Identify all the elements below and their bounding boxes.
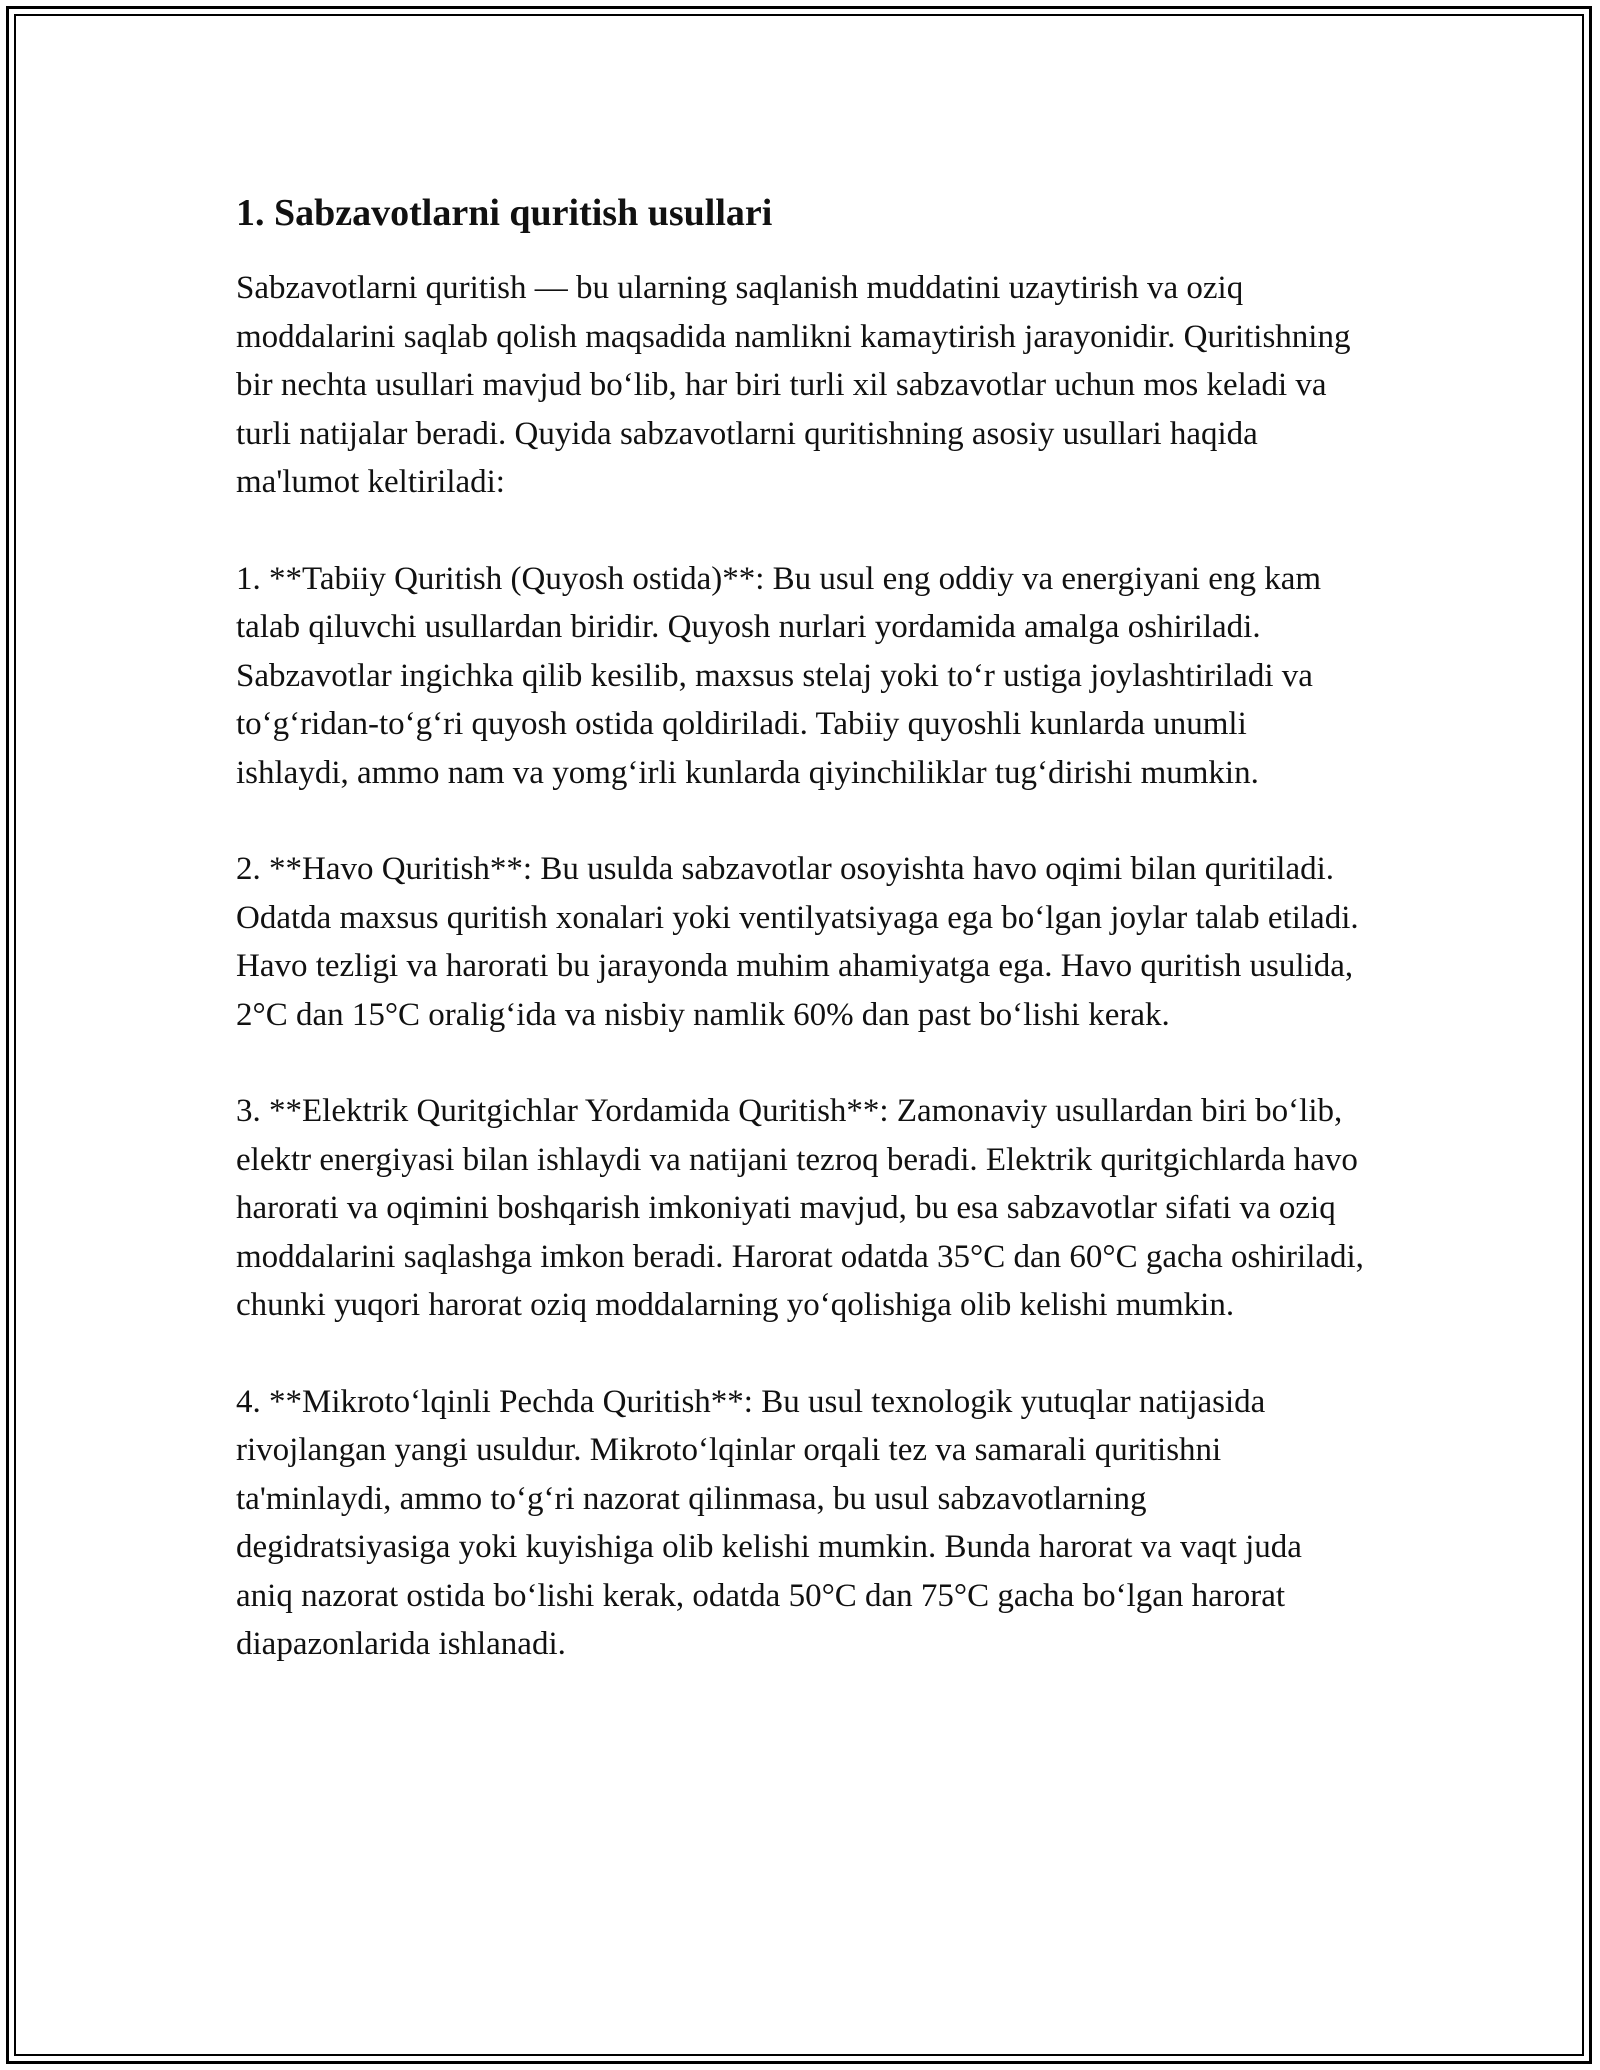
document-body (236, 188, 1366, 1717)
method-2-paragraph: 2. **Havo Quritish**: Bu usulda sabzavotlar osoyishta havo oqimi bilan quritiladi. Odatda maxsus quritish xonalari yoki ventilyatsiyaga ega bo‘lgan joylar talab etiladi. Havo tezligi va harorati bu jarayonda muhim ahamiyatga ega. Havo quritish usulida, 2°C dan 15°C oralig‘ida va nisbiy namlik 60% dan past bo‘lishi kerak. (236, 851, 1359, 1033)
method-4-paragraph: 4. **Mikroto‘lqinli Pechda Quritish**: Bu usul texnologik yutuqlar natijasida rivojlangan yangi usuldur. Mikroto‘lqinlar orqali tez va samarali quritishni ta'minlaydi, ammo to‘g‘ri nazorat qilinmasa, bu usul sabzavotlarning degidratsiyasiga yoki kuyishiga olib kelishi mumkin. Bunda harorat va vaqt juda aniq nazorat ostida bo‘lishi kerak, odatda 50°C dan 75°C gacha bo‘lgan harorat diapazonlarida ishlanadi. (236, 1383, 1302, 1662)
intro-paragraph: Sabzavotlarni quritish — bu ularning saqlanish muddatini uzaytirish va oziq moddalarini saqlab qolish maqsadida namlikni kamaytirish jarayonidir. Quritishning bir nechta usullari mavjud bo‘lib, har biri turli xil sabzavotlar uchun mos keladi va turli natijalar beradi. Quyida sabzavotlarni quritishning asosiy usullari haqida ma'lumot keltiriladi: (236, 270, 1351, 500)
method-3-paragraph: 3. **Elektrik Quritgichlar Yordamida Quritish**: Zamonaviy usullardan biri bo‘lib, elektr energiyasi bilan ishlaydi va natijani tezroq beradi. Elektrik quritgichlarda havo harorati va oqimini boshqarish imkoniyati mavjud, bu esa sabzavotlar sifati va oziq moddalarini saqlashga imkon beradi. Harorat odatda 35°C dan 60°C gacha oshiriladi, chunki yuqori harorat oziq moddalarning yo‘qolishiga olib kelishi mumkin. (236, 1093, 1364, 1323)
method-1-paragraph: 1. **Tabiiy Quritish (Quyosh ostida)**: Bu usul eng oddiy va energiyani eng kam talab qiluvchi usullardan biridir. Quyosh nurlari yordamida amalga oshiriladi. Sabzavotlar ingichka qilib kesilib, maxsus stelaj yoki to‘r ustiga joylashtiriladi va to‘g‘ridan-to‘g‘ri quyosh ostida qoldiriladi. Tabiiy quyoshli kunlarda unumli ishlaydi, ammo nam va yomg‘irli kunlarda qiyinchiliklar tug‘dirishi mumkin. (236, 560, 1322, 791)
document-title: 1. Sabzavotlarni quritish usullari (236, 192, 773, 234)
